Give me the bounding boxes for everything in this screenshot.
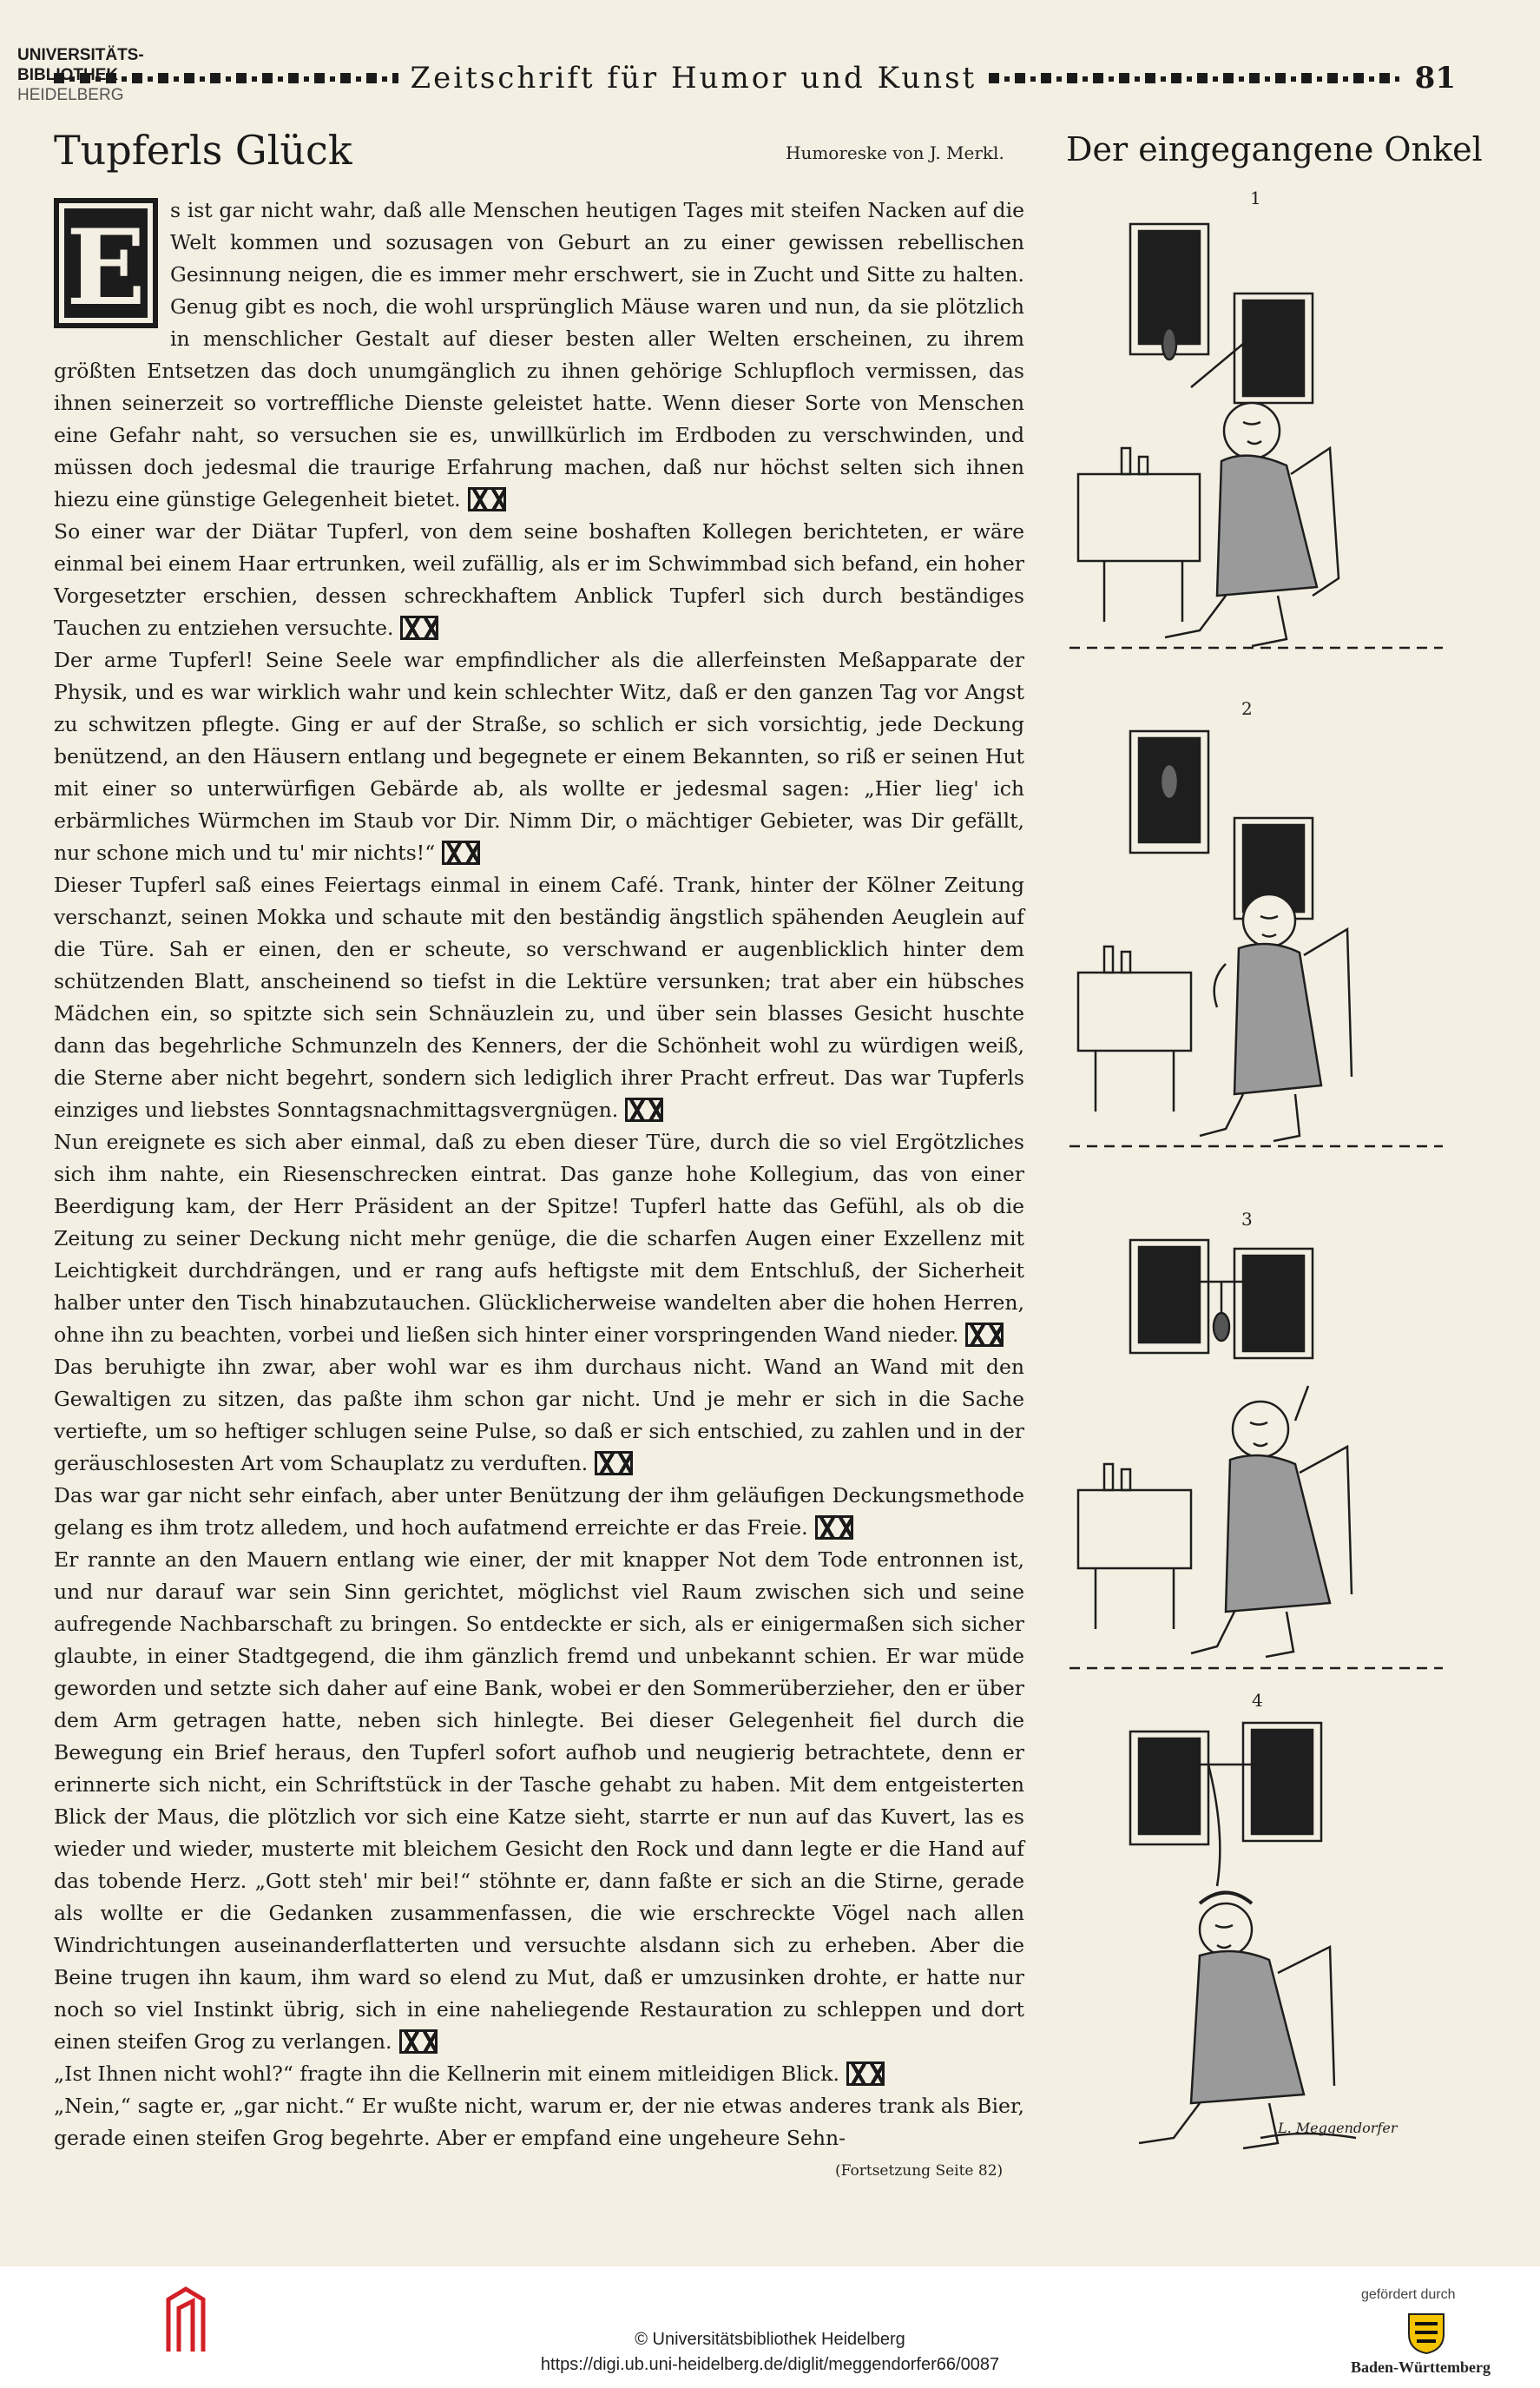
article-body — [54, 195, 1024, 2154]
panel-number: 3 — [1241, 1209, 1253, 1230]
panel-number: 4 — [1252, 1690, 1263, 1711]
funder-name: Baden-Württemberg — [1351, 2358, 1491, 2376]
panel-number: 2 — [1241, 698, 1253, 719]
article-paragraph: Dieser Tupferl saß eines Feiertags einmal in einem Café. Trank, hinter der Kölner Zeitung verschanzt, seinen Mokka und schaute mit den beständig ängstlich spähenden Aeuglein auf die Türe. Sah er einen, den er scheute, so verschwand er augenblicklich hinter dem schützenden Blatt, anscheinend so tiefst in die Lektüre versunken; trat aber ein hübsches Mädchen ein, so spitzte sich sein Schnäuzlein zu, und über sein blasses Gesicht huschte dann das begehrliche Schmunzeln des Kenners, der die Schönheit wohl zu würdigen weiß, die Sterne aber nicht begehrt, sondern sich lediglich ihrer Pracht erfreut. Das war Tupferls einziges und liebstes Sonntagsnachmittagsvergnügen. — [54, 873, 1024, 1122]
article-paragraph: So einer war der Diätar Tupferl, von dem seine boshaften Kollegen berichteten, er wäre einmal bei einem Haar ertrunken, weil zufällig, als er im Schwimmbad sich befand, ein hoher Vorgesetzter erschien, dessen schreckhaftem Anblick Tupferl sich durch beständiges Tauchen zu entziehen versuchte. — [54, 519, 1024, 640]
comic-title: Der eingegangene Onkel — [1066, 130, 1483, 168]
comic-panel-2-illustration — [1069, 721, 1443, 1155]
article-paragraph: Er rannte an den Mauern entlang wie einer, der mit knapper Not dem Tode entronnen ist, und nur darauf war sein Sinn gerichtet, möglichst viel Raum zwischen sich und seine aufregende Nachbarschaft zu bringen. So entdeckte er sich, als er einigermaßen sich sicher glaubte, in einer Stadtgegend, die ihm gänzlich fremd und unbekannt schien. Er war müde geworden und setzte sich daher auf eine Bank, wobei er den Sommerüberzieher, den er über dem Arm getragen hatte, neben sich hinlegte. Bei dieser Gelegenheit fiel durch die Bewegung ein Brief heraus, den Tupferl sofort aufhob und neugierig betrachtete, denn er erinnerte sich nicht, ein Schriftstück in der Tasche gehabt zu haben. Mit dem entgeisterten Blick der Maus, die plötzlich vor sich eine Katze sieht, starrte er nun auf das Kuvert, las es wieder und wieder, musterte mit bleichem Gesicht den Rock und dann legte er die Hand auf das tobende Herz. „Gott steh' mir bei!“ stöhnte er, dann faßte er sich an die Stirne, gerade als wollte er die Gedanken zusammenfassen, die wie erschreckte Vögel nach allen Windrichtungen auseinanderflatterten und versuchte alsdann sich zu erheben. Aber die Beine trugen ihn kaum, ihm ward so elend zu Mut, daß er umzusinken drohte, er hatte nur noch so viel Instinkt übrig, sich in eine naheliegende Restauration zu schleppen und dort einen steifen Grog zu verlangen. — [54, 1547, 1024, 2054]
source-url-link[interactable]: https://digi.ub.uni-heidelberg.de/diglit/meggendorfer66/0087 — [540, 2355, 1000, 2374]
article-paragraph: Nun ereignete es sich aber einmal, daß zu eben dieser Türe, durch die so viel Ergötzliches sich ihm nahte, ein Riesenschrecken eintrat. Das ganze hohe Kollegium, das von einer Beerdigung kam, der Herr Präsident an der Spitze! Tupferl hatte das Gefühl, als ob die Zeitung zu seiner Deckung nicht mehr genüge, die die scharfen Augen einer Exzellenz mit Leichtigkeit durchdrängen, und er rang aufs heftigste mit dem Entschluß, der Sicherheit halber unter den Tisch hinabzutauchen. Glücklicherweise wandelten aber die hohen Herren, ohne ihn zu beachten, vorbei und ließen sich hinter einer vorspringenden Wand nieder. — [54, 1130, 1024, 1347]
article-paragraph: Der arme Tupferl! Seine Seele war empfindlicher als die allerfeinsten Meßapparate der Physik, und es war wirklich wahr und kein schlechter Witz, daß er den ganzen Tag vor Angst zu schwitzen pflegte. Ging er auf der Straße, so schlich er sich vorsichtig, jede Deckung benützend, an den Häusern entlang und begegnete er einem Bekannten, so riß er seinen Hut mit einer so unterwürfigen Gebärde ab, als wollte er jedesmal sagen: „Hier lieg' ich erbärmliches Würmchen im Staub vor Dir. Nimm Dir, o mächtiger Gebieter, was Dir gefällt, nur schone mich und tu' mir nichts!“ — [54, 648, 1024, 865]
article-byline: Humoreske von J. Merkl. — [786, 142, 1004, 163]
illustrator-signature: L. Meggendorfer — [1278, 2120, 1398, 2136]
article-title: Tupferls Glück — [54, 127, 352, 174]
page-number: 81 — [1414, 61, 1456, 96]
copyright-notice: © Universitätsbibliothek Heidelberg — [635, 2330, 905, 2349]
article-paragraph: Das war gar nicht sehr einfach, aber unter Benützung der ihm geläufigen Deckungsmethode gelang es ihm trotz alledem, und hoch aufatmend erreichte er das Freie. — [54, 1483, 1024, 1540]
panel-number: 1 — [1250, 188, 1261, 208]
article-paragraph: s ist gar nicht wahr, daß alle Menschen heutigen Tages mit steifen Nacken auf die Welt kommen und sozusagen von Geburt an zu einer gewissen rebellischen Gesinnung neigen, die es immer mehr erschwert, sie in Zucht und Sitte zu halten. Genug gibt es noch, die wohl ursprünglich Mäuse waren und nun, da sie plötzlich in menschlicher Gestalt auf dieser besten aller Welten erscheinen, zu ihrem größten Entsetzen das doch unumgänglich zu ihnen gehörige Schlupfloch vermissen, das ihnen seinerzeit so vortreffliche Dienste geleistet hatte. Wenn dieser Sorte von Menschen eine Gefahr naht, so versuchen sie es, unwillkürlich im Erdboden zu verschwinden, und müssen doch jedesmal die traurige Erfahrung machen, daß nur höchst selten sich ihnen hiezu eine günstige Gelegenheit bietet. — [54, 198, 1024, 511]
continuation-note: (Fortsetzung Seite 82) — [835, 2162, 1004, 2180]
comic-panel-4-illustration — [1069, 1712, 1443, 2164]
library-name-line-1: UNIVERSITÄTS- — [17, 46, 144, 64]
paragraph-end-ornament — [442, 841, 480, 865]
header-ornament-right — [989, 68, 1399, 89]
article-paragraph: „Ist Ihnen nicht wohl?“ fragte ihn die Kellnerin mit einem mitleidigen Blick. — [54, 2058, 1024, 2090]
drop-cap: E — [54, 198, 158, 328]
comic-panel-1-illustration — [1069, 214, 1443, 665]
article-paragraph: Das beruhigte ihn zwar, aber wohl war es ihm durchaus nicht. Wand an Wand mit den Gewaltigen zu sitzen, das paßte ihm schon gar nicht. Und je mehr er sich in die Sache vertiefte, um so heftiger schlugen seine Pulse, so daß er sich entschied, zu zahlen und in der geräuschlosesten Art vom Schauplatz zu verduften. — [54, 1355, 1024, 1475]
library-name-line-3: HEIDELBERG — [17, 86, 124, 104]
paragraph-end-ornament — [846, 2061, 885, 2086]
journal-title: Zeitschrift für Humor und Kunst — [410, 61, 977, 96]
funded-by-label: gefördert durch — [1361, 2287, 1456, 2302]
paragraph-end-ornament — [815, 1515, 853, 1540]
running-header — [54, 52, 1456, 104]
comic-panel-3-illustration — [1069, 1230, 1443, 1681]
library-name-line-2: BIBLIOTHEK — [17, 66, 119, 84]
paragraph-end-ornament — [399, 2029, 438, 2054]
article-paragraph: „Nein,“ sagte er, „gar nicht.“ Er wußte nicht, warum er, der nie etwas anderes trank als Bier, gerade einen steifen Grog begehrte. Aber er empfand eine ungeheure Sehn- — [54, 2094, 1024, 2150]
paragraph-end-ornament — [595, 1451, 633, 1475]
baden-wuerttemberg-crest-icon — [1405, 2310, 1448, 2355]
paragraph-end-ornament — [400, 616, 438, 640]
paragraph-end-ornament — [625, 1098, 663, 1122]
library-logo-text[interactable] — [17, 45, 144, 105]
paragraph-end-ornament — [468, 487, 506, 511]
paragraph-end-ornament — [965, 1323, 1004, 1347]
